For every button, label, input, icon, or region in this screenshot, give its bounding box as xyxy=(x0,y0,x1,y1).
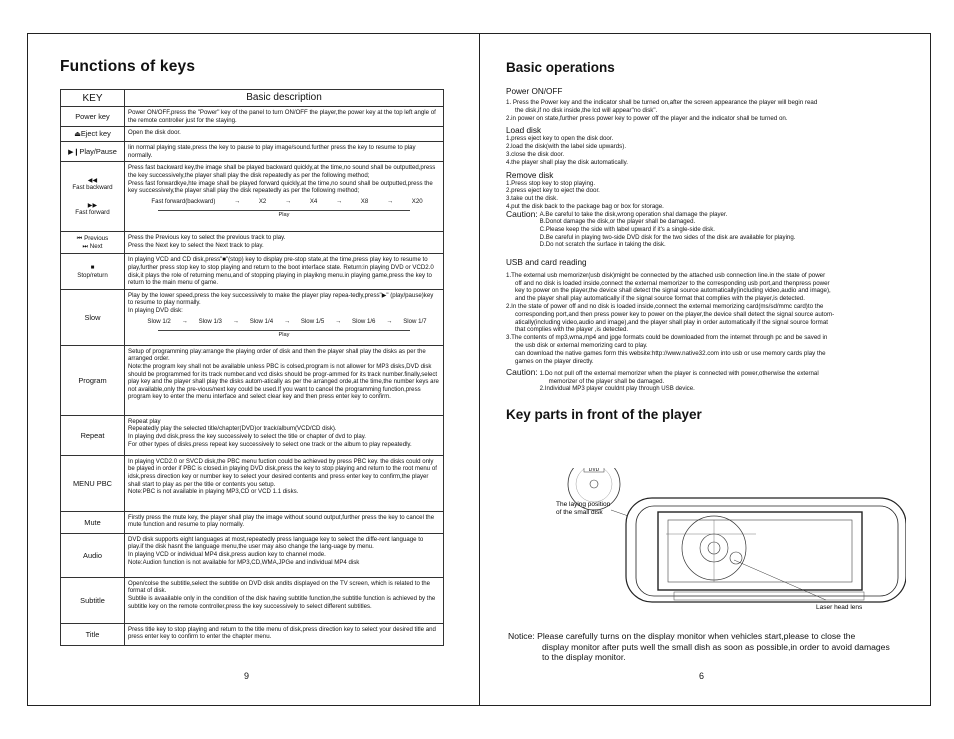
description-cell xyxy=(125,107,444,127)
text-line: 3.close the disk door. xyxy=(506,150,565,158)
table-row xyxy=(61,107,444,127)
right-page-number: 6 xyxy=(699,671,705,681)
text-line: the disk,if no disk inside,the lcd will appear"no disk". xyxy=(515,106,658,114)
table-header xyxy=(61,90,444,107)
laser-head-label: Laser head lens xyxy=(816,604,863,611)
speed-step: X2 xyxy=(258,197,267,205)
description-text: Repeat play Repeatedly play the selected title/chapter(DVD)or track/album(VCD/CD disk). In playing dvd disk,press the key successively to select the title or chapter of dvd to play. For other types of disks,press repeat key successively to select one track or the album to play repeatedly. xyxy=(128,417,412,448)
arrow-icon: → xyxy=(232,317,239,325)
text-line: 4.the player shall play the disk automatically. xyxy=(506,158,628,166)
power-text xyxy=(506,99,886,122)
key-cell xyxy=(61,232,125,254)
key-label: Audio xyxy=(83,550,102,560)
key-cell xyxy=(61,533,125,577)
text-line: 2.Individual MP3 player couldnt play through USB device. xyxy=(539,385,695,393)
description-text: Press fast backward key,the image shall be played backward quickly,at the time,no sound shall be outputted,press the key successively,the player shall play the disk repeatedly as per the following method; Press fast forwardkye,hte image shall be played forward quickly,at the time,no sound shall be outputted,press the key successively,the player shall play the disk repeatedly as per the following method; xyxy=(128,164,436,195)
description-cell xyxy=(125,415,444,455)
key-cell xyxy=(61,577,125,623)
speed-step: Slow 1/5 xyxy=(300,317,325,325)
description-text: Open/colse the subtitle,select the subtitle on DVD disk andits displayed on the TV screen, which is related to the format of disk. Subtile is avaailable only in the condition of the disk having subtitle function,the subtitle function is achieved by the subtitle key on the remote controller,press the key successively to select different subtitles. xyxy=(128,579,436,610)
description-cell xyxy=(125,455,444,511)
table-row xyxy=(61,623,444,645)
key-label: Program xyxy=(78,375,107,385)
fast-forward-label: Fast forward xyxy=(75,209,110,217)
table-row xyxy=(61,127,444,142)
table-row xyxy=(61,415,444,455)
text-line: games on the player directly. xyxy=(515,357,594,365)
play-loop-label: Play xyxy=(278,332,290,339)
fast-backward-label: Fast backward xyxy=(72,184,113,192)
text-line: memorizer of the player shall be damaged. xyxy=(548,377,665,385)
text-line: 1. Press the Power key and the indicator shall be turned on,after the screen appearance the player will begin read xyxy=(506,99,818,106)
table-row xyxy=(61,142,444,162)
loop-line xyxy=(158,326,410,331)
header-key: KEY xyxy=(61,90,125,107)
play-pause-icon: ▶❙ xyxy=(68,148,80,156)
description-cell xyxy=(125,254,444,289)
caution-label: Caution: xyxy=(506,367,538,378)
text-line: C.Please keep the side with label upward if it's a single-side disk. xyxy=(539,225,715,233)
text-line: 4.put the disk back to the package bag or box for storage. xyxy=(506,202,664,210)
usb-title: USB and card reading xyxy=(506,257,587,267)
small-dish-label-2: of the small disk xyxy=(556,509,603,516)
eject-icon: ⏏ xyxy=(74,131,81,139)
caution-block-disk xyxy=(506,208,886,249)
key-label: MENU PBC xyxy=(72,478,112,488)
key-label: Stop/return xyxy=(77,271,108,279)
key-label: Subtitle xyxy=(80,595,105,605)
key-cell xyxy=(61,254,125,289)
arrow-icon: → xyxy=(285,197,292,205)
right-page xyxy=(506,60,886,422)
arrow-icon: → xyxy=(386,197,394,205)
description-text: DVD disk supports eight languages at most,repeatedly press language key to select the diffe-rent language to play.if the disk hasnt the language menu,the user may also change the lang-uage by menu. In playing VCD or individual MP4 disk,press audion key to channel mode. Note:Audion function is not available for MP3,CD,WMA,JPGe and individual MP4 disk xyxy=(128,535,424,566)
arrow-icon: → xyxy=(336,197,343,205)
player-body xyxy=(626,498,906,602)
description-text: Power ON/OFF,press the "Power" key of the panel to turn ON/OFF the player,the power key at the top left angle of the remote controller just for the staying. xyxy=(128,109,436,124)
remove-disk-title: Remove disk xyxy=(506,170,554,180)
speed-step: X4 xyxy=(309,197,318,205)
text-line: D.Do not scratch the surface in taking the disk. xyxy=(539,241,666,249)
description-text: Press the Previous key to select the previous track to play. Press the Next key to select the Next track to play. xyxy=(128,234,286,249)
remove-disk-text xyxy=(506,180,886,211)
arrow-icon: → xyxy=(335,317,342,325)
table-row xyxy=(61,345,444,415)
description-cell xyxy=(125,232,444,254)
key-cell xyxy=(61,107,125,127)
previous-icon: ⏮ xyxy=(76,235,83,243)
key-parts-title: Key parts in front of the player xyxy=(506,407,702,423)
caution-block-usb xyxy=(506,369,886,393)
notice-label: Notice: xyxy=(508,631,535,641)
next-label: Next xyxy=(89,242,103,250)
caution-label: Caution: xyxy=(506,208,538,219)
table-row xyxy=(61,455,444,511)
text-line: can download the native games form this website:http://www.native32.com into usb or use memory cards play the xyxy=(515,349,826,357)
speed-step: Slow 1/6 xyxy=(352,317,376,325)
speed-step: Fast forward(backward) xyxy=(151,197,216,205)
description-text: Iin normal playing state,press the key to pause to play image/sound.further press the key to resume to play normally. xyxy=(128,144,416,159)
header-description: Basic description xyxy=(125,90,444,107)
load-disk-title: Load disk xyxy=(506,126,542,136)
key-cell xyxy=(61,142,125,162)
arrow-icon: → xyxy=(386,317,393,325)
fast-speed-sequence xyxy=(142,198,432,206)
table-row xyxy=(61,254,444,289)
play-loop-label: Play xyxy=(278,212,290,219)
fast-backward-icon: ◀◀ xyxy=(87,176,98,184)
description-cell xyxy=(125,511,444,533)
key-cell xyxy=(61,127,125,142)
description-text: In playing VCD2.0 or SVCD disk,the PBC menu fuction could be achieved by press PBC key. the disks could only be played in order if PBC is closed.in playing DVD disk,press the key to stop playing and return to the root menu of idsk,press direction key or number key to select your desired contents and press enter key to confirm,the player shall start to play as per the title or contents you setup. Note:PBC is not available in playing MP3,CD or VCD 1.1 disks. xyxy=(128,457,437,496)
notice-continuation: display monitor after puts well the small dish as soon as possible,in order to avoid damages to the display monitor. xyxy=(542,641,890,663)
description-cell xyxy=(125,345,444,415)
page-divider xyxy=(479,33,480,706)
speed-step: X8 xyxy=(360,197,369,205)
key-label: Play/Pause xyxy=(79,146,117,156)
text-line: 2.In the state of power off and no disk is loaded inside,connect the external memorizing card(ms/sd/mmc card)to the xyxy=(506,302,824,310)
text-line: 1.The external usb memorizer(usb disk)might be connected by the attached usb connection line.in the state of power xyxy=(506,271,826,279)
key-cell xyxy=(61,162,125,232)
text-line: and the player shall play automatically if the signal source format that complies with the player,is detected. xyxy=(515,295,805,303)
text-line: B.Donot damage the disk,or the player shall be damaged. xyxy=(539,218,696,226)
keys-table xyxy=(60,89,444,646)
load-disk-text xyxy=(506,135,886,166)
text-line: A.Be careful to take the disk,wrong operation shal damage the player. xyxy=(539,210,728,218)
text-line: 2.load the disk(with the label side upwards). xyxy=(506,143,627,151)
player-illustration xyxy=(556,468,906,618)
text-line: key to power on the player,the device shall detect the signal source automatically(including video,audio and image), xyxy=(515,287,831,295)
arrow-icon: → xyxy=(181,317,188,325)
speed-step: Slow 1/7 xyxy=(403,317,427,325)
notice xyxy=(508,631,896,663)
key-cell xyxy=(61,511,125,533)
key-label: Eject key xyxy=(80,129,111,139)
usb-text xyxy=(506,272,886,366)
arrow-icon: → xyxy=(283,317,291,325)
text-line: 2.in power on state,further press power key to power off the player and the indicator shall be turned on. xyxy=(506,114,788,122)
key-cell xyxy=(61,455,125,511)
table-row xyxy=(61,232,444,254)
description-cell xyxy=(125,289,444,345)
right-page-title: Basic operations xyxy=(506,60,615,75)
text-line: off and no disk is loaded inside,connect the external memorizer to the corresponding usb port,and thenpress power xyxy=(515,279,830,287)
key-cell xyxy=(61,345,125,415)
text-line: D.Be careful in playing two-side DVD disk for the two sides of the disk are available for playing. xyxy=(539,233,796,241)
text-line: that complies with the player ,is detected. xyxy=(515,326,629,334)
text-line: atically(including video,audio and image),and the player shall play in order automatically if the signal source format xyxy=(515,318,828,326)
description-cell xyxy=(125,623,444,645)
slow-speed-sequence xyxy=(142,318,432,326)
description-text: Play by the lower speed,press the key successively to make the player play repea-tedly,press"▶" (play/pause)key to resume to play normally. In playing DVD disk: xyxy=(128,291,434,314)
description-cell xyxy=(125,142,444,162)
table-row xyxy=(61,289,444,345)
key-cell xyxy=(61,415,125,455)
loop-line xyxy=(158,206,410,211)
previous-label: Previous xyxy=(84,235,109,243)
speed-step: X20 xyxy=(411,197,423,205)
text-line: 3.The contents of mp3,wma,mp4 and jpge formats could be downloaded from the internet through pc and be saved in xyxy=(506,334,828,342)
description-cell xyxy=(125,127,444,142)
text-line: 1.Press stop key to stop playing. xyxy=(506,179,596,187)
description-text: Firstly press the mute key, the player shall play the image without sound output,further press the key to cancel the mute function and resume to play normally. xyxy=(128,513,435,529)
speed-step: Slow 1/3 xyxy=(198,317,222,325)
key-label: Slow xyxy=(84,312,101,322)
table-row xyxy=(61,511,444,533)
text-line: 1.Do not pull off the external memorizer when the player is connected with power,otherwise the external xyxy=(539,370,819,378)
description-text: Setup of programming play:arrange the playing order of disk and then the player shall play the disks as per the arranged order. Note:the program key shall not be available unless PBC is colsed,program is not allower for MP3 disks,DVD disk should be programmed for its track number.and vcd disks should be progr-ammed for its track number.finally,select play key and the player shall play the disks autom-atically as per the arranged orde,at the time,the number keys are not available,only the pre-vious/next key could be used.If you want to cancel the programming function,press program key to enter the menu interface and select clear key and then press enter key to confirm. xyxy=(128,347,439,401)
description-cell xyxy=(125,577,444,623)
text-line: 3.take out the disk. xyxy=(506,195,558,203)
dvd-label: DVD xyxy=(588,468,600,473)
description-cell xyxy=(125,533,444,577)
fast-forward-icon: ▶▶ xyxy=(87,201,98,209)
description-text: In playing VCD and CD disk,press"■"(stop) key to display pre-stop state,at the time,press play key to resume to play,further press stop key to stop playing and return to the boot interface state. Return:in playing DVD or VCD2.0 disk,it plays the role of returning menu,and of stopping playing in playikng menu.in playing game,press the key to return to the main menu of game. xyxy=(128,256,434,287)
arrow-icon: → xyxy=(234,197,241,205)
table-row xyxy=(61,577,444,623)
key-label: Repeat xyxy=(80,430,105,440)
table-row xyxy=(61,533,444,577)
description-text: Open the disk door. xyxy=(128,129,181,137)
left-page-number: 9 xyxy=(244,671,250,681)
text-line: the usb disk or external memorizing card to play. xyxy=(515,341,648,349)
description-cell xyxy=(125,162,444,232)
power-title: Power ON/OFF xyxy=(506,87,563,96)
key-label: Mute xyxy=(84,517,101,527)
key-cell xyxy=(61,289,125,345)
text-line: 2.press eject key to eject the door. xyxy=(506,187,600,195)
stop-icon: ■ xyxy=(90,264,95,272)
speed-step: Slow 1/4 xyxy=(249,317,274,325)
description-text: Press title key to stop playing and return to the title menu of disk,press direction key to select your desired title and press enter key to confirm to enter the chapter menu. xyxy=(128,625,436,641)
text-line: 1.press eject key to open the disk door. xyxy=(506,135,614,143)
key-cell xyxy=(61,623,125,645)
key-label: Title xyxy=(85,629,100,639)
table-row xyxy=(61,162,444,232)
notice-text: Please carefully turns on the display monitor when vehicles start,please to close the xyxy=(537,631,856,641)
speed-step: Slow 1/2 xyxy=(147,317,171,325)
left-page-title: Functions of keys xyxy=(60,58,196,75)
small-dish-label-1: The laying position xyxy=(556,501,611,508)
text-line: corresponding port,and then press power key to power on the player,the device shall detect the signal source autom- xyxy=(515,310,835,318)
next-icon: ⏭ xyxy=(82,242,89,250)
key-label: Power key xyxy=(75,112,110,122)
